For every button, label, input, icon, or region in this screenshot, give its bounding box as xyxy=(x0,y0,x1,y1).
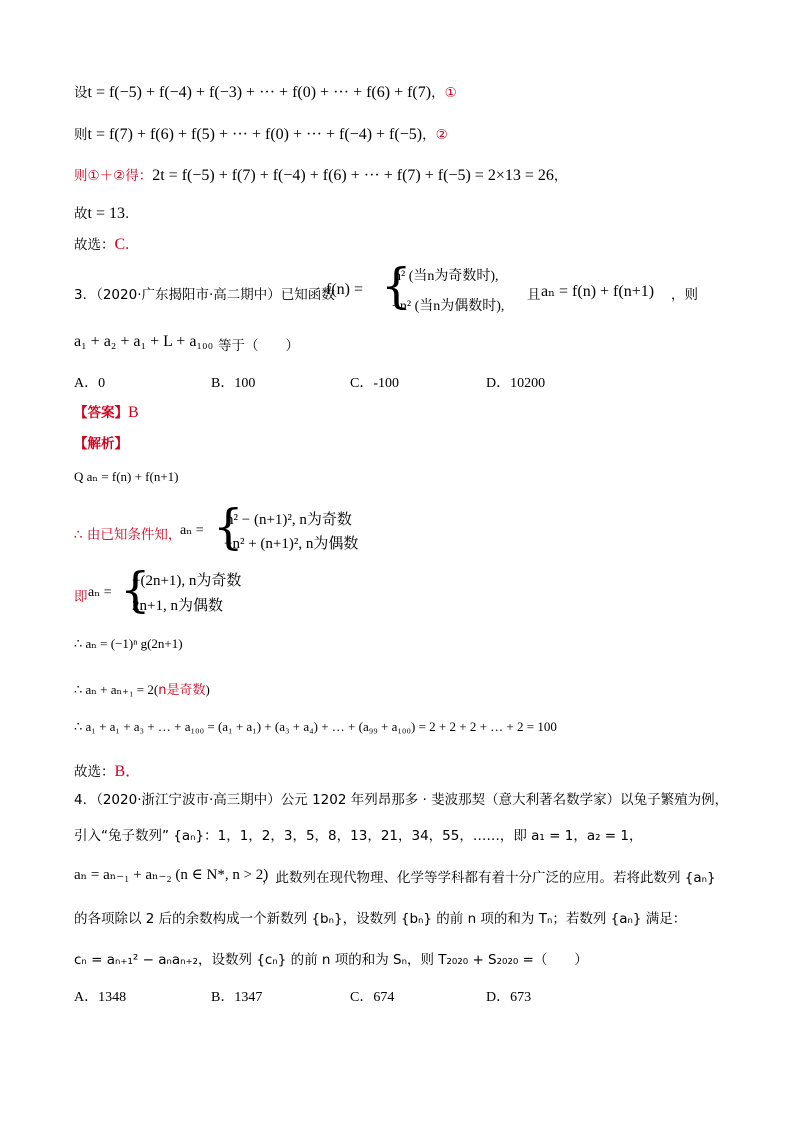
solution-line-5: ∴ aₙ + aₙ₊₁ = 2(n是奇数) xyxy=(74,682,210,698)
solution-line-6: ∴ a₁ + a₁ + a₃ + … + a₁₀₀ = (a₁ + a₁) + (a₃ + a₄) + … + (a₉₉ + a₁₀₀) = 2 + 2 + 2 + … + 2 = 100 xyxy=(74,719,557,734)
derivation-line-1: 设t = f(−5) + f(−4) + f(−3) + ··· + f(0) + ··· + f(6) + f(7)，① xyxy=(74,84,457,101)
recurrence: aₙ = aₙ₋₁ + aₙ₋₂ (n ∈ N*, n > 2) xyxy=(74,867,269,883)
question-3-stem: 3．（2020·广东揭阳市·高二期中）已知函数 xyxy=(74,287,335,303)
circled-mark: ① xyxy=(444,85,457,101)
question-4-line-2: 引入“兔子数列” {aₙ}：1，1，2，3，5，8，13，21，34，55，……，即 a₁ = 1，a₂ = 1， xyxy=(74,828,643,844)
recurrence: aₙ = f(n) + f(n+1) xyxy=(541,283,655,300)
analysis-tag: 【解析】 xyxy=(74,436,128,452)
case-even: 2n+1, n为偶数 xyxy=(132,598,223,614)
solution-line-4: ∴ aₙ = (−1)ⁿ g(2n+1) xyxy=(74,636,183,651)
case-odd: n² (当n为奇数时), xyxy=(394,269,499,284)
circled-mark: ② xyxy=(435,127,448,143)
formula: t = f(−5) + f(−4) + f(−3) + ··· + f(0) + ··· + f(6) + f(7) xyxy=(87,84,432,101)
analysis-line xyxy=(74,435,128,453)
solution-line-1: Q aₙ = f(n) + f(n+1) xyxy=(74,469,179,484)
sum-expression: a₁ + a₂ + a₁ + L + a₁₀₀ xyxy=(74,333,214,350)
formula: 2t = f(−5) + f(7) + f(−4) + f(6) + ··· + f(7) + f(−5) = 2×13 = 26 xyxy=(152,167,554,184)
case-odd: −(2n+1), n为奇数 xyxy=(132,573,242,589)
choice-line: 故选：C. xyxy=(74,236,130,253)
answer-value: B xyxy=(128,404,139,421)
answer-tag: 【答案】 xyxy=(74,405,128,421)
option-a[interactable]: A．0 xyxy=(74,376,106,391)
left-brace-icon: { xyxy=(381,258,412,314)
question-4-line-5: cₙ = aₙ₊₁² − aₙaₙ₊₂，设数列 {cₙ} 的前 n 项的和为 Sₙ，则 T₂₀₂₀ + S₂₀₂₀ =（ ） xyxy=(74,952,588,968)
option-c[interactable]: C．674 xyxy=(350,990,395,1005)
case-odd: n² − (n+1)², n为奇数 xyxy=(226,512,352,528)
option-d[interactable]: D．673 xyxy=(486,990,532,1005)
left-brace-icon: { xyxy=(213,499,244,555)
left-brace-icon: { xyxy=(120,562,151,618)
function-lhs: f(n) = xyxy=(326,281,364,298)
document-page: 设t = f(−5) + f(−4) + f(−3) + ··· + f(0) + ··· + f(6) + f(7)，① 则t = f(7) + f(6) + f(5) + ··· + f(0) + ··· + f(−4) + f(−5)，② 则①＋②得：2t = f(−5) + f(7) + f(−4) + f(6) + ··· + f(7) + f(−5) = 2×13 = 26， 故t = 13. 故选：C. 3．（2020·广东揭阳市·高二期中）已知函数 f(n) = { n² (当n为奇数时), −n² (当n为偶数时), 且 aₙ = f(n) + f(n+1) ，则 a₁ + a₂ + a₁ + L + a₁₀₀ 等于（ ） A．0 B．100 C．-100 D．10200 【答案】B 【解析】 Q aₙ = f(n) + f(n+1) ∴ 由已知条件知， aₙ = { n² − (n+1)², n为奇数 −n² + (n+1)², n为偶数 即 aₙ = { −(2n+1), n为奇数 2n+1, n为偶数 ∴ aₙ = (−1)ⁿ g(2n+1) ∴ aₙ + aₙ₊₁ = 2(n是奇数) ∴ a₁ + a₁ + a₃ + … + a₁₀₀ = (a₁ + a₁) + (a₃ + a₄) + … + (a₉₉ + a₁₀₀) = 2 + 2 + 2 + … + 2 = 100 故选：B． 4．（2020·浙江宁波市·高三期中）公元 1202 年列昂那多 · 斐波那契（意大利著名数学家）以兔子繁殖为例， 引入“兔子数列” {aₙ}：1，1，2，3，5，8，13，21，34，55，……，即 a₁ = 1，a₂ = 1， aₙ = aₙ₋₁ + aₙ₋₂ (n ∈ N*, n > 2) ，此数列在现代物理、化学等学科都有着十分广泛的应用。若将此数列 {aₙ} 的各项除以 2 后的余数构成一个新数列 {bₙ}，设数列 {bₙ} 的前 n 项的和为 Tₙ；若数列 {aₙ} 满足： cₙ = aₙ₊₁² − aₙaₙ₊₂，设数列 {cₙ} 的前 n 项的和为 Sₙ，则 T₂₀₂₀ + S₂₀₂₀ =（ ） A．1348 B．1347 C．674 D．673 xyxy=(74,84,729,1005)
question-4-line-1: 4．（2020·浙江宁波市·高三期中）公元 1202 年列昂那多 · 斐波那契（意大利著名数学家）以兔子繁殖为例， xyxy=(74,792,729,808)
chosen-answer: C. xyxy=(114,236,130,253)
option-b[interactable]: B．1347 xyxy=(211,990,263,1005)
option-d[interactable]: D．10200 xyxy=(486,376,546,391)
derivation-line-3: 则①＋②得：2t = f(−5) + f(7) + f(−4) + f(6) + ··· + f(7) + f(−5) = 2×13 = 26， xyxy=(74,167,568,184)
answer-line xyxy=(74,404,139,422)
option-a[interactable]: A．1348 xyxy=(74,990,127,1005)
option-b[interactable]: B．100 xyxy=(211,376,256,391)
derivation-line-4: 故t = 13. xyxy=(74,205,130,222)
case-even: −n² + (n+1)², n为偶数 xyxy=(224,536,359,552)
question-4-line-4: 的各项除以 2 后的余数构成一个新数列 {bₙ}，设数列 {bₙ} 的前 n 项的和为 Tₙ；若数列 {aₙ} 满足： xyxy=(74,911,687,927)
formula: t = f(7) + f(6) + f(5) + ··· + f(0) + ··· + f(−4) + f(−5) xyxy=(87,126,423,143)
case-even: −n² (当n为偶数时), xyxy=(392,299,505,314)
derivation-line-2: 则t = f(7) + f(6) + f(5) + ··· + f(0) + ··· + f(−4) + f(−5)，② xyxy=(74,126,448,143)
solution-choice: 故选：B． xyxy=(74,763,142,780)
option-c[interactable]: C．-100 xyxy=(350,376,399,391)
